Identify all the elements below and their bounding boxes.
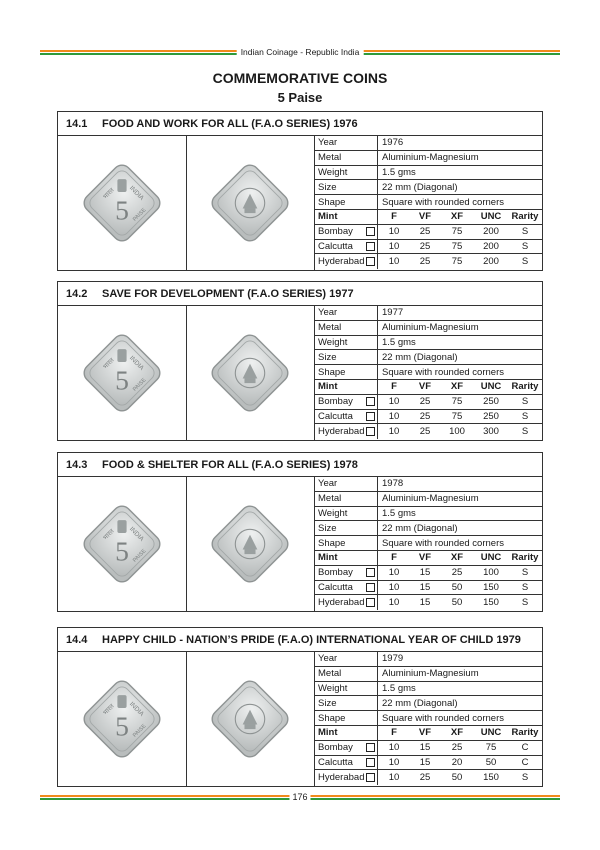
col-header-f: F — [391, 727, 397, 739]
price-unc: 200 — [483, 240, 499, 252]
price-rarity: S — [521, 410, 529, 422]
spec-label: Metal — [315, 492, 378, 506]
mint-header-label: Mint — [315, 551, 378, 565]
mint-header-row — [315, 210, 542, 225]
spec-label: Size — [315, 696, 378, 710]
price-xf: 75 — [451, 256, 463, 268]
price-unc: 200 — [483, 226, 499, 238]
mint-row — [315, 756, 542, 771]
coin-obverse-image — [76, 157, 168, 249]
spec-row-shape — [315, 536, 542, 551]
price-vf: 25 — [419, 226, 431, 238]
spec-value: 22 mm (Diagonal) — [382, 697, 458, 709]
price-xf: 100 — [449, 426, 465, 438]
spec-label: Metal — [315, 151, 378, 165]
spec-row-shape — [315, 711, 542, 726]
svg-text:5: 5 — [114, 710, 129, 742]
price-vf: 25 — [419, 410, 431, 422]
col-header-rarity: Rarity — [511, 727, 539, 739]
spec-row-year — [315, 652, 542, 667]
spec-row-year — [315, 477, 542, 492]
section-title: FOOD AND WORK FOR ALL (F.A.O SERIES) 1976 — [102, 117, 358, 130]
price-f: 10 — [388, 756, 400, 768]
spec-row-size — [315, 521, 542, 536]
mint-checkbox[interactable] — [366, 743, 375, 752]
price-vf: 25 — [419, 396, 431, 408]
spec-value: 1.5 gms — [382, 507, 416, 519]
price-unc: 250 — [483, 396, 499, 408]
mint-checkbox[interactable] — [366, 427, 375, 436]
col-header-unc: UNC — [480, 381, 502, 393]
mint-row — [315, 566, 542, 581]
price-vf: 15 — [419, 567, 431, 579]
coin-reverse-image — [204, 157, 296, 249]
section-header — [58, 453, 542, 477]
mint-row — [315, 581, 542, 596]
price-xf: 50 — [451, 581, 463, 593]
mint-header-label: Mint — [315, 210, 378, 224]
col-header-vf: VF — [418, 552, 432, 564]
spec-label: Shape — [315, 711, 378, 725]
price-vf: 25 — [419, 240, 431, 252]
spec-label: Shape — [315, 536, 378, 550]
mint-checkbox[interactable] — [366, 227, 375, 236]
mint-name: Hyderabad — [318, 597, 365, 609]
mint-name-cell — [315, 225, 378, 239]
reverse-cell — [187, 306, 316, 440]
coin-reverse-image — [204, 498, 296, 590]
mint-name: Bombay — [318, 396, 353, 408]
mint-row — [315, 770, 542, 785]
price-vf: 25 — [419, 772, 431, 784]
spec-row-metal — [315, 321, 542, 336]
price-rarity: S — [521, 256, 529, 268]
mint-name: Calcutta — [318, 756, 353, 768]
spec-row-weight — [315, 336, 542, 351]
price-f: 10 — [388, 240, 400, 252]
obverse-cell — [58, 306, 187, 440]
spec-value: Aluminium-Magnesium — [382, 668, 479, 680]
spec-label: Weight — [315, 507, 378, 521]
mint-header-label: Mint — [315, 726, 378, 740]
reverse-cell — [187, 652, 316, 786]
coin-obverse-image — [76, 327, 168, 419]
price-vf: 15 — [419, 742, 431, 754]
svg-text:भारत: भारत — [101, 702, 116, 717]
mint-checkbox[interactable] — [366, 758, 375, 767]
spec-value: 1977 — [382, 307, 404, 319]
spec-value: Square with rounded corners — [382, 366, 504, 378]
mint-name-cell — [315, 581, 378, 595]
price-unc: 300 — [483, 426, 499, 438]
price-rarity: C — [521, 756, 529, 768]
spec-table — [315, 477, 542, 611]
price-f: 10 — [388, 426, 400, 438]
spec-label: Weight — [315, 166, 378, 180]
mint-header-row — [315, 726, 542, 741]
price-rarity: S — [521, 226, 529, 238]
price-rarity: S — [521, 426, 529, 438]
mint-name-cell — [315, 240, 378, 254]
spec-row-year — [315, 306, 542, 321]
spec-row-shape — [315, 195, 542, 210]
price-xf: 50 — [451, 597, 463, 609]
spec-row-size — [315, 350, 542, 365]
spec-value: 1.5 gms — [382, 166, 416, 178]
price-xf: 20 — [451, 756, 463, 768]
price-unc: 200 — [483, 256, 499, 268]
svg-text:PAISE: PAISE — [131, 723, 148, 739]
price-unc: 75 — [485, 742, 497, 754]
spec-label: Year — [315, 136, 378, 150]
mint-name-cell — [315, 424, 378, 439]
price-f: 10 — [388, 256, 400, 268]
mint-name-cell — [315, 741, 378, 755]
price-xf: 25 — [451, 742, 463, 754]
spec-table — [315, 136, 542, 270]
obverse-cell — [58, 477, 187, 611]
price-xf: 75 — [451, 226, 463, 238]
section-number: 14.1 — [66, 117, 88, 130]
mint-name-cell — [315, 756, 378, 770]
mint-checkbox[interactable] — [366, 568, 375, 577]
mint-row — [315, 424, 542, 439]
price-rarity: C — [521, 742, 529, 754]
price-f: 10 — [388, 567, 400, 579]
mint-row — [315, 741, 542, 756]
spec-value: 1979 — [382, 653, 404, 665]
spec-value: 1976 — [382, 137, 404, 149]
spec-value: 1978 — [382, 478, 404, 490]
col-header-unc: UNC — [480, 727, 502, 739]
mint-header-row — [315, 380, 542, 395]
price-vf: 15 — [419, 581, 431, 593]
col-header-vf: VF — [418, 211, 432, 223]
mint-name-cell — [315, 770, 378, 785]
col-header-xf: XF — [450, 381, 464, 393]
price-xf: 25 — [451, 567, 463, 579]
mint-row — [315, 254, 542, 269]
price-vf: 25 — [419, 426, 431, 438]
section-title: HAPPY CHILD - NATION’S PRIDE (F.A.O) INTERNATIONAL YEAR OF CHILD 1979 — [102, 633, 521, 646]
col-header-rarity: Rarity — [511, 552, 539, 564]
mint-checkbox[interactable] — [366, 397, 375, 406]
svg-text:INDIA: INDIA — [127, 700, 145, 718]
price-f: 10 — [388, 226, 400, 238]
price-rarity: S — [521, 581, 529, 593]
coin-section — [57, 627, 543, 787]
price-vf: 25 — [419, 256, 431, 268]
spec-label: Metal — [315, 321, 378, 335]
mint-checkbox[interactable] — [366, 583, 375, 592]
spec-row-metal — [315, 151, 542, 166]
price-unc: 250 — [483, 410, 499, 422]
mint-name: Hyderabad — [318, 426, 365, 438]
spec-label: Size — [315, 350, 378, 364]
col-header-vf: VF — [418, 727, 432, 739]
mint-checkbox[interactable] — [366, 598, 375, 607]
price-f: 10 — [388, 772, 400, 784]
mint-header-row — [315, 551, 542, 566]
section-header — [58, 628, 542, 652]
mint-name-cell — [315, 395, 378, 409]
mint-name-cell — [315, 410, 378, 424]
spec-row-year — [315, 136, 542, 151]
price-rarity: S — [521, 567, 529, 579]
coin-obverse-image — [76, 498, 168, 590]
coin-reverse-image — [204, 327, 296, 419]
mint-checkbox[interactable] — [366, 773, 375, 782]
price-xf: 50 — [451, 772, 463, 784]
spec-label: Year — [315, 477, 378, 491]
mint-row — [315, 240, 542, 255]
mint-name: Bombay — [318, 226, 353, 238]
obverse-cell — [58, 136, 187, 270]
spec-value: 1.5 gms — [382, 336, 416, 348]
spec-label: Shape — [315, 195, 378, 209]
spec-label: Size — [315, 180, 378, 194]
spec-row-size — [315, 696, 542, 711]
spec-value: Aluminium-Magnesium — [382, 152, 479, 164]
svg-text:भारत: भारत — [101, 527, 116, 542]
spec-value: Aluminium-Magnesium — [382, 493, 479, 505]
spec-label: Metal — [315, 667, 378, 681]
spec-label: Weight — [315, 336, 378, 350]
section-title: FOOD & SHELTER FOR ALL (F.A.O SERIES) 1978 — [102, 458, 358, 471]
mint-checkbox[interactable] — [366, 242, 375, 251]
mint-name: Calcutta — [318, 410, 353, 422]
coin-reverse-image — [204, 673, 296, 765]
spec-label: Year — [315, 652, 378, 666]
svg-text:INDIA: INDIA — [127, 184, 145, 202]
col-header-xf: XF — [450, 552, 464, 564]
spec-value: Square with rounded corners — [382, 712, 504, 724]
mint-name: Bombay — [318, 742, 353, 754]
page-number: 176 — [289, 792, 310, 802]
svg-text:INDIA: INDIA — [127, 525, 145, 543]
obverse-cell — [58, 652, 187, 786]
price-xf: 75 — [451, 396, 463, 408]
spec-table — [315, 652, 542, 786]
coin-section — [57, 111, 543, 271]
mint-name: Bombay — [318, 567, 353, 579]
coin-obverse-image — [76, 673, 168, 765]
price-unc: 150 — [483, 597, 499, 609]
reverse-cell — [187, 477, 316, 611]
price-xf: 75 — [451, 410, 463, 422]
mint-name: Hyderabad — [318, 256, 365, 268]
col-header-unc: UNC — [480, 552, 502, 564]
price-f: 10 — [388, 742, 400, 754]
section-number: 14.3 — [66, 458, 88, 471]
col-header-xf: XF — [450, 727, 464, 739]
svg-text:5: 5 — [114, 194, 129, 226]
price-vf: 15 — [419, 756, 431, 768]
col-header-unc: UNC — [480, 211, 502, 223]
mint-name-cell — [315, 595, 378, 610]
svg-text:5: 5 — [114, 364, 129, 396]
price-f: 10 — [388, 581, 400, 593]
mint-name: Calcutta — [318, 240, 353, 252]
spec-row-weight — [315, 682, 542, 697]
spec-value: 1.5 gms — [382, 682, 416, 694]
spec-label: Year — [315, 306, 378, 320]
spec-row-metal — [315, 492, 542, 507]
page-subtitle: 5 Paise — [277, 90, 323, 105]
mint-name-cell — [315, 566, 378, 580]
section-header — [58, 112, 542, 136]
mint-row — [315, 395, 542, 410]
coin-section — [57, 452, 543, 612]
mint-name: Hyderabad — [318, 772, 365, 784]
section-title: SAVE FOR DEVELOPMENT (F.A.O SERIES) 1977 — [102, 287, 354, 300]
spec-table — [315, 306, 542, 440]
mint-row — [315, 225, 542, 240]
svg-text:INDIA: INDIA — [127, 354, 145, 372]
svg-text:5: 5 — [114, 535, 129, 567]
page-title: COMMEMORATIVE COINS — [212, 70, 388, 86]
price-f: 10 — [388, 410, 400, 422]
header-band — [40, 47, 560, 57]
section-number: 14.2 — [66, 287, 88, 300]
col-header-f: F — [391, 552, 397, 564]
price-unc: 50 — [485, 756, 497, 768]
spec-value: 22 mm (Diagonal) — [382, 522, 458, 534]
spec-row-weight — [315, 166, 542, 181]
section-number: 14.4 — [66, 633, 88, 646]
mint-name-cell — [315, 254, 378, 269]
mint-row — [315, 595, 542, 610]
svg-text:भारत: भारत — [101, 356, 116, 371]
col-header-rarity: Rarity — [511, 381, 539, 393]
spec-value: Square with rounded corners — [382, 196, 504, 208]
spec-row-weight — [315, 507, 542, 522]
price-unc: 100 — [483, 567, 499, 579]
mint-header-label: Mint — [315, 380, 378, 394]
mint-name: Calcutta — [318, 581, 353, 593]
coin-section — [57, 281, 543, 441]
spec-label: Size — [315, 521, 378, 535]
price-vf: 15 — [419, 597, 431, 609]
spec-row-size — [315, 180, 542, 195]
spec-value: Square with rounded corners — [382, 537, 504, 549]
spec-row-metal — [315, 667, 542, 682]
svg-text:PAISE: PAISE — [131, 377, 148, 393]
price-rarity: S — [521, 396, 529, 408]
svg-text:PAISE: PAISE — [131, 548, 148, 564]
mint-row — [315, 410, 542, 425]
svg-text:भारत: भारत — [101, 186, 116, 201]
mint-checkbox[interactable] — [366, 257, 375, 266]
spec-value: 22 mm (Diagonal) — [382, 351, 458, 363]
price-unc: 150 — [483, 581, 499, 593]
col-header-f: F — [391, 381, 397, 393]
price-rarity: S — [521, 597, 529, 609]
price-unc: 150 — [483, 772, 499, 784]
spec-label: Shape — [315, 365, 378, 379]
reverse-cell — [187, 136, 316, 270]
spec-row-shape — [315, 365, 542, 380]
running-title: Indian Coinage - Republic India — [237, 47, 364, 57]
price-xf: 75 — [451, 240, 463, 252]
spec-value: 22 mm (Diagonal) — [382, 181, 458, 193]
price-rarity: S — [521, 772, 529, 784]
col-header-vf: VF — [418, 381, 432, 393]
price-rarity: S — [521, 240, 529, 252]
spec-value: Aluminium-Magnesium — [382, 322, 479, 334]
spec-label: Weight — [315, 682, 378, 696]
col-header-xf: XF — [450, 211, 464, 223]
svg-text:PAISE: PAISE — [131, 207, 148, 223]
price-f: 10 — [388, 396, 400, 408]
col-header-f: F — [391, 211, 397, 223]
mint-checkbox[interactable] — [366, 412, 375, 421]
section-header — [58, 282, 542, 306]
price-f: 10 — [388, 597, 400, 609]
col-header-rarity: Rarity — [511, 211, 539, 223]
